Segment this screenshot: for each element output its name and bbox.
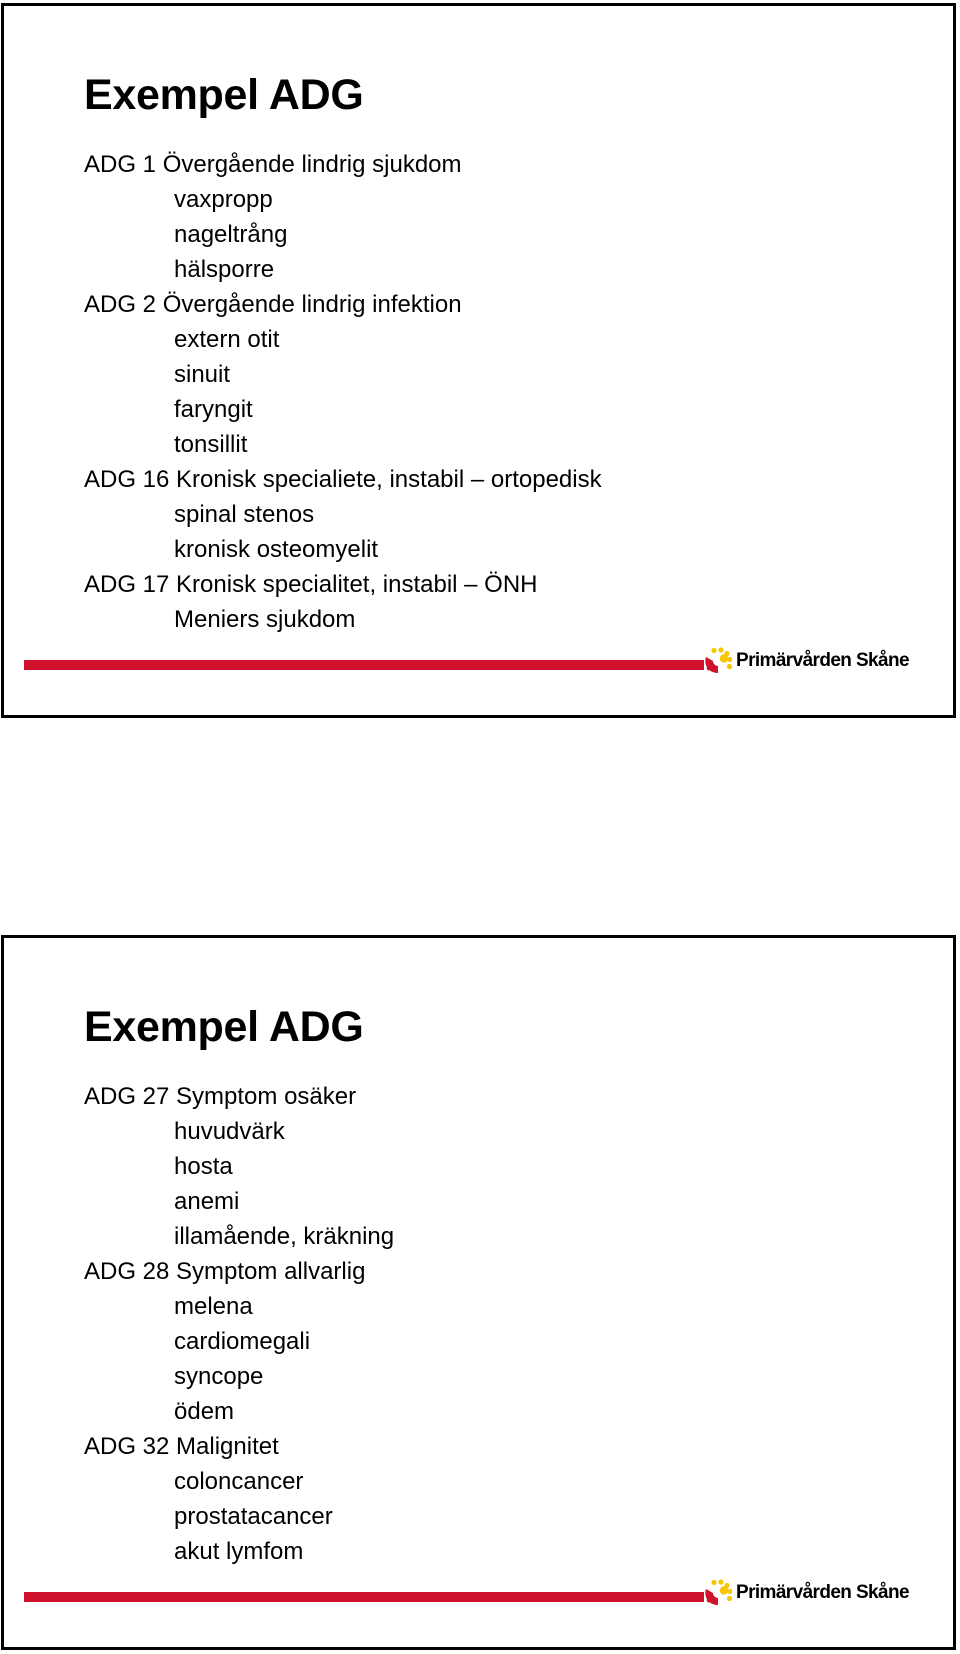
list-item: kronisk osteomyelit <box>174 536 379 563</box>
slide-body <box>84 147 602 637</box>
list-item: ödem <box>174 1398 235 1425</box>
list-item: ADG 2 Övergående lindrig infektion <box>84 291 462 318</box>
list-item: melena <box>174 1293 253 1320</box>
list-item: anemi <box>174 1188 240 1215</box>
list-item: ADG 28 Symptom allvarlig <box>84 1258 366 1285</box>
list-item: syncope <box>174 1363 264 1390</box>
sun-logo-icon <box>704 647 732 675</box>
list-item: spinal stenos <box>174 501 315 528</box>
list-item: extern otit <box>174 326 280 353</box>
slide-1 <box>1 3 956 718</box>
slide-title: Exempel ADG <box>84 71 364 119</box>
list-item: ADG 27 Symptom osäker <box>84 1083 357 1110</box>
list-item: Meniers sjukdom <box>174 606 356 633</box>
slide-2 <box>1 935 956 1650</box>
list-item: hosta <box>174 1153 233 1180</box>
logo-text: Primärvården Skåne <box>736 650 909 671</box>
list-item: faryngit <box>174 396 253 423</box>
list-item: nageltrång <box>174 221 288 248</box>
list-item: sinuit <box>174 361 231 388</box>
list-item: huvudvärk <box>174 1118 285 1145</box>
footer-bar <box>24 1592 704 1602</box>
footer-logo <box>704 1578 909 1608</box>
list-item: illamående, kräkning <box>174 1223 395 1250</box>
slide-title: Exempel ADG <box>84 1003 364 1051</box>
list-item: akut lymfom <box>174 1538 304 1565</box>
list-item: ADG 32 Malignitet <box>84 1433 279 1460</box>
footer-logo <box>704 646 909 676</box>
list-item: ADG 17 Kronisk specialitet, instabil – ÖNH <box>84 571 538 598</box>
logo-text: Primärvården Skåne <box>736 1582 909 1603</box>
list-item: tonsillit <box>174 431 248 458</box>
list-item: ADG 16 Kronisk specialiete, instabil – ortopedisk <box>84 466 602 493</box>
sun-logo-icon <box>704 1579 732 1607</box>
list-item: prostatacancer <box>174 1503 333 1530</box>
list-item: cardiomegali <box>174 1328 311 1355</box>
list-item: hälsporre <box>174 256 275 283</box>
list-item: ADG 1 Övergående lindrig sjukdom <box>84 151 462 178</box>
footer-bar <box>24 660 704 670</box>
list-item: coloncancer <box>174 1468 304 1495</box>
slide-body <box>84 1079 394 1569</box>
list-item: vaxpropp <box>174 186 273 213</box>
